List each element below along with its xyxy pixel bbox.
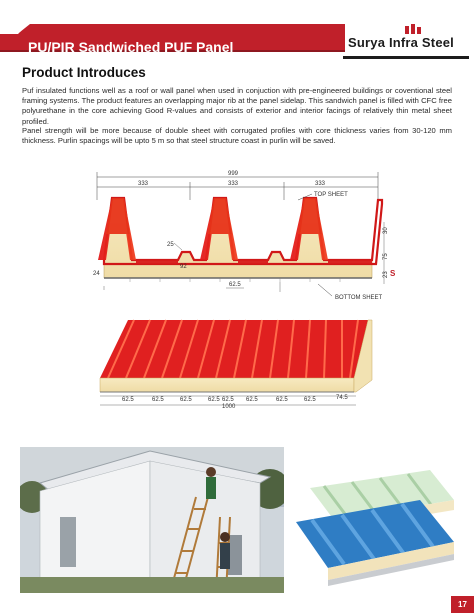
- right-dim-1: 30: [383, 227, 389, 234]
- iso-total-label: 1000: [222, 404, 236, 410]
- page-header: [0, 24, 474, 66]
- core-thickness-label: 24: [93, 271, 100, 277]
- iso-pitch-3: 62.5: [180, 397, 192, 403]
- iso-pitch-6: 62.5: [246, 397, 258, 403]
- page-title: PU/PIR Sandwiched PUF Panel: [28, 39, 234, 55]
- iso-pitch-dimensions: [100, 395, 356, 410]
- logo-mark-icon: [347, 24, 467, 34]
- iso-pitch-5: 62.5: [222, 397, 234, 403]
- overall-width-label: 999: [228, 171, 239, 177]
- logo-text: Surya Infra Steel: [348, 35, 454, 50]
- rib-spacing-1: 333: [138, 181, 149, 187]
- s-label: S: [390, 269, 396, 278]
- iso-pitch-4: 62.5: [208, 397, 220, 403]
- building-construction-photo: [20, 447, 284, 593]
- top-sheet: [104, 198, 382, 264]
- pitch-label: 62.5: [229, 282, 241, 288]
- top-sheet-label: TOP SHEET: [314, 192, 348, 198]
- right-dimensions: [383, 222, 396, 284]
- right-dim-2: 75: [383, 253, 389, 260]
- rib-spacing-2: 333: [228, 181, 239, 187]
- right-dim-3: 23: [383, 271, 389, 278]
- section-heading: Product Introduces: [22, 65, 146, 80]
- page-number: 17: [451, 596, 474, 613]
- intro-paragraph: Puf insulated functions well as a roof or wall panel when used in conjuction with pre-engineered buildings or coventional steel framing systems. The product features an overlapping major rib at the panel sidelap. This sandwich panel is filled with CFC free polyurethane in the core achieving Good R-values and consists of exterior and interior facings of relatively thin metal sheet profiled.: [22, 86, 452, 126]
- iso-pitch-2: 62.5: [152, 397, 164, 403]
- bottom-sheet-callout: [318, 284, 383, 301]
- panel-profile-diagram: [0, 160, 474, 445]
- strength-paragraph: Panel strength will be more because of double sheet with corrugated profiles with core thickness varies from 30-120 mm thickness. Purlin spacings will be upto 5 m so that steel structure coast in purlin will be saved.: [22, 126, 452, 146]
- rib-spacing-3: 333: [315, 181, 326, 187]
- foam-core: [104, 198, 372, 278]
- iso-pitch-1: 62.5: [122, 397, 134, 403]
- company-logo: [343, 24, 469, 62]
- logo-underline: [343, 56, 469, 59]
- iso-pitch-7: 62.5: [276, 397, 288, 403]
- isometric-panel: [100, 320, 372, 392]
- bottom-sheet-label: BOTTOM SHEET: [335, 295, 383, 301]
- iso-pitch-last: 74.5: [336, 395, 348, 401]
- rib-height-label: 25: [167, 242, 174, 248]
- iso-pitch-8: 62.5: [304, 397, 316, 403]
- rib-top-width-label: 92: [180, 264, 187, 270]
- stacked-panels-photo: [290, 470, 454, 592]
- top-sheet-fill: [98, 198, 372, 264]
